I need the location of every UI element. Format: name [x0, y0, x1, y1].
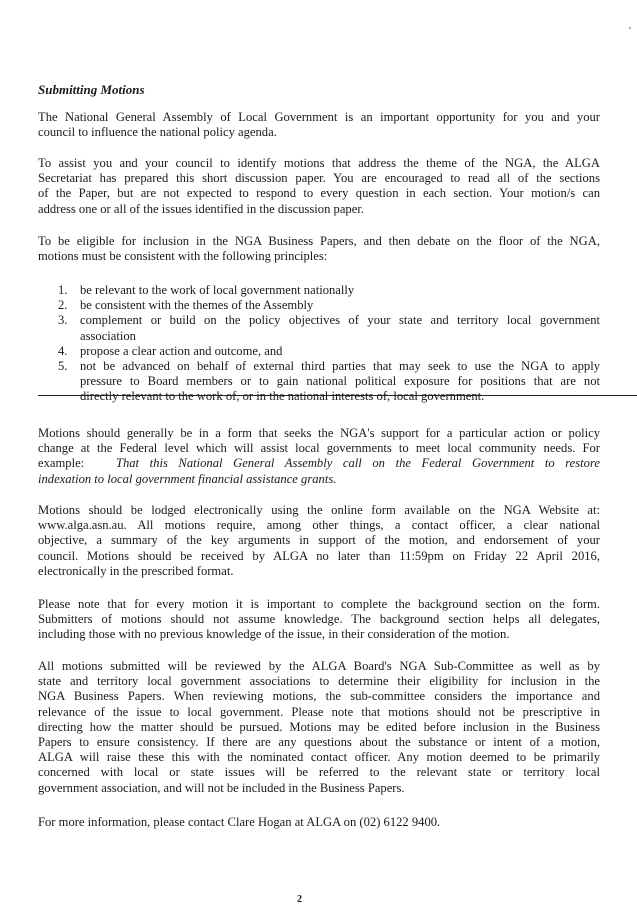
text-line: directly relevant to the work of, or in the national interests of, local government. [80, 389, 485, 404]
text-line: Submitters of motions should not assume knowledge. The background section helps all delegates, [38, 612, 600, 627]
text-line: association [80, 328, 136, 343]
text-line: concerned with local or state issues will be referred to the relevant state or territory local [38, 765, 600, 780]
list-item [38, 359, 600, 405]
text-line: ALGA will raise these this with the nominated contact officer. Any motion deemed to be primarily [38, 750, 600, 765]
text-line: All motions submitted will be reviewed by the ALGA Board's NGA Sub-Committee as well as by [38, 659, 600, 673]
list-item [38, 344, 600, 359]
principles-list [38, 283, 600, 405]
text-line: complement or build on the policy objectives of your state and territory local government [80, 313, 600, 328]
list-text [80, 359, 600, 405]
paragraph-review [38, 659, 600, 796]
list-item [38, 283, 600, 298]
text-line: Papers to ensure consistency. If there are any questions about the substance or intent of a motion, [38, 735, 600, 750]
list-number: 3. [58, 313, 68, 328]
text-line: council. Motions should be received by ALGA no later than 11:59pm on Friday 22 April 2016, [38, 548, 600, 563]
paragraph-background [38, 597, 600, 643]
text-line: including those with no previous knowledge of the issue, in their consideration of the motion. [38, 627, 510, 642]
text-line [38, 456, 600, 471]
paragraph-form [38, 426, 600, 487]
paragraph-assist [38, 156, 600, 217]
text-line: To be eligible for inclusion in the NGA Business Papers, and then debate on the floor of the NGA, [38, 234, 600, 248]
page-number: 2 [297, 894, 302, 905]
text-line: Secretariat has prepared this short discussion paper. You are encouraged to read all of the sections [38, 171, 600, 186]
text-line: change at the Federal level which will assist local governments to meet local community needs. For [38, 441, 600, 456]
text-line: address one or all of the issues identified in the discussion paper. [38, 201, 364, 216]
list-text: propose a clear action and outcome, and [80, 343, 283, 358]
text-line: Please note that for every motion it is important to complete the background section on the form. [38, 597, 600, 611]
list-number: 1. [58, 283, 68, 297]
section-heading: Submitting Motions [38, 82, 145, 97]
text-line: pressure to Board members or to gain national political exposure for positions that are not [80, 374, 600, 389]
list-number: 4. [58, 343, 68, 358]
list-text: be relevant to the work of local government nationally [80, 283, 355, 297]
list-text [80, 313, 600, 343]
text-line: council to influence the national policy agenda. [38, 125, 277, 140]
scan-mark: ′ [629, 26, 632, 37]
list-item [38, 298, 600, 313]
text-line: government association, and will not be included in the Business Papers. [38, 780, 405, 795]
example-motion-text: That this National General Assembly call on the Federal Government to restore [115, 456, 600, 471]
text-line: Motions should generally be in a form that seeks the NGA's support for a particular action or policy [38, 426, 600, 440]
text-line: To assist you and your council to identify motions that address the theme of the NGA, the ALGA [38, 156, 600, 170]
example-label: example: [38, 456, 85, 471]
text-line: motions must be consistent with the following principles: [38, 249, 328, 264]
text-line: of the Paper, but are not expected to respond to every question in each section. Your motion/s can [38, 186, 600, 201]
list-item [38, 313, 600, 343]
text-line: The National General Assembly of Local Government is an important opportunity for you and your [38, 110, 600, 124]
text-line: objective, a summary of the key arguments in support of the motion, and endorsement of your [38, 533, 600, 548]
paragraph-contact [38, 815, 600, 830]
paragraph-eligibility [38, 234, 600, 264]
text-line: www.alga.asn.au. All motions require, among other things, a contact officer, a clear national [38, 518, 600, 533]
text-line: relevance of the issue to local government. Please note that motions should not be prescriptive in [38, 704, 600, 719]
text-line: NGA Business Papers. When reviewing motions, the sub-committee considers the importance and [38, 689, 600, 704]
text-line: electronically in the prescribed format. [38, 563, 234, 578]
example-motion-text-cont: indexation to local government financial assistance grants. [38, 471, 337, 486]
text-line: not be advanced on behalf of external third parties that may seek to use the NGA to apply [80, 359, 600, 374]
text-line: directing how the matter should be pursued. Motions may be edited before inclusion in the Business [38, 719, 600, 734]
text-line: state and territory local government associations to determine their eligibility for inclusion in the [38, 674, 600, 689]
list-number: 5. [58, 359, 68, 374]
paragraph-lodgement [38, 503, 600, 579]
list-text: be consistent with the themes of the Assembly [80, 298, 314, 313]
text-line: For more information, please contact Clare Hogan at ALGA on (02) 6122 9400. [38, 815, 441, 829]
horizontal-rule [38, 395, 637, 396]
text-line: Motions should be lodged electronically using the online form available on the NGA Website at: [38, 503, 600, 517]
list-number: 2. [58, 298, 68, 313]
paragraph-intro [38, 110, 600, 140]
